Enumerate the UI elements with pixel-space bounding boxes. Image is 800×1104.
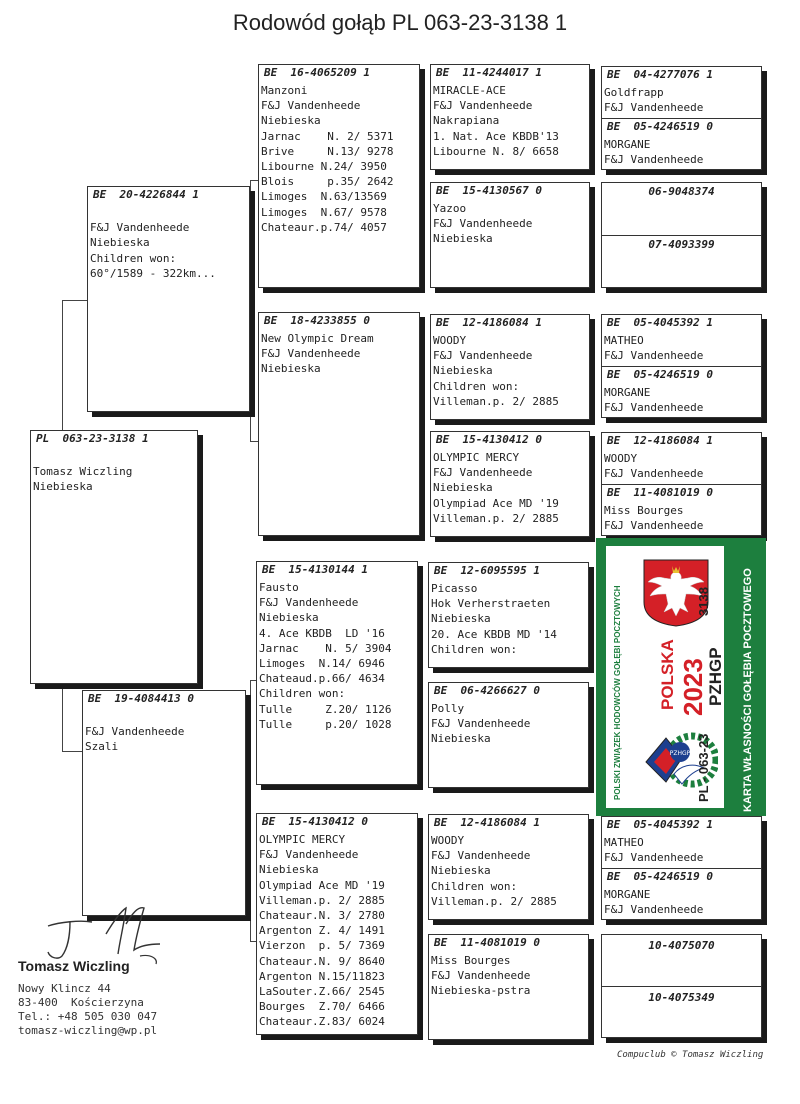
ring-number: 10-4075070 [648,939,715,952]
detail-line: Libourne N.24/ 3950 [261,159,387,173]
owner-name: Tomasz Wiczling [18,958,130,974]
ring-number: BE 15-4130412 0 [436,433,542,446]
detail-line: Miss Bourges [431,954,511,967]
detail-line: MIRACLE-ACE [433,84,506,97]
detail-line: MORGANE [604,386,651,399]
detail-line: Argenton Z. 4/ 1491 [259,924,385,938]
detail-line: Niebieska [433,481,493,495]
detail-line: 4. Ace KBDB LD '16 [259,626,385,640]
ring-number: BE 19-4084413 0 [88,692,194,705]
ancestor-sire [602,183,761,235]
card-details [433,83,589,159]
stamp-number: 3138 [696,587,711,616]
detail-line: Villeman.p. 2/ 2885 [433,394,559,408]
pedigree-card-ddd [428,934,589,1040]
ring-number: 06-9048374 [648,185,715,198]
detail-line: F&J Vandenheede [433,349,533,363]
card-details [431,701,588,747]
pedigree-card-sdd [430,431,590,537]
detail-line: F&J Vandenheede [261,99,361,113]
detail-line: Brive N.13/ 9278 [261,144,394,158]
ring-number: BE 05-4246519 0 [607,870,713,883]
detail-line: Niebieska [261,114,321,128]
detail-line: Picasso [431,582,478,595]
pedigree-card-dam-sire [256,561,418,785]
card-details [259,832,417,1029]
card-details [431,953,588,999]
detail-line: F&J Vandenheede [604,153,704,167]
detail-line: Fausto [259,581,299,594]
ancestor-sire [602,433,761,484]
detail-line: Children won: [431,879,518,893]
detail-line [85,709,245,724]
detail-line: Olympiad Ace MD '19 [433,496,559,510]
detail-line: Children won: [259,687,346,701]
pedigree-card-dam-dam [256,813,418,1035]
detail-line: F&J Vandenheede [431,717,531,731]
detail-line: Niebieska [433,364,493,378]
ring-number: BE 05-4045392 1 [607,818,713,831]
detail-line: F&J Vandenheede [259,596,359,610]
owner-address-2: 83-400 Kościerzyna [18,996,144,1009]
card-details [261,331,419,377]
card-details [431,581,588,657]
detail-line: Olympiad Ace MD '19 [259,878,385,892]
card-details [604,85,761,115]
detail-line: F&J Vandenheede [433,99,533,113]
svg-text:PZHGP: PZHGP [669,750,691,757]
ring-number: BE 05-4045392 1 [607,316,713,329]
card-details [433,450,589,526]
ring-number: BE 12-4186084 1 [436,316,542,329]
detail-line: Tulle p.20/ 1028 [259,717,392,731]
card-details [85,709,245,755]
detail-line: F&J Vandenheede [604,903,704,917]
detail-line: Limoges N.63/13569 [261,190,387,204]
detail-line: Szali [85,740,119,754]
ring-number: BE 15-4130567 0 [436,184,542,197]
detail-line: Blois p.35/ 2642 [261,175,394,189]
detail-line: Niebieska [431,732,491,746]
pedigree-card-sds [430,314,590,420]
detail-line: Niebieska [259,611,319,625]
stamp-country: POLSKA [658,639,677,710]
detail-line: Chateaur.N. 9/ 8640 [259,954,385,968]
detail-line: F&J Vandenheede [433,466,533,480]
detail-line: Argenton N.15/11823 [259,969,385,983]
detail-line: F&J Vandenheede [433,217,533,231]
detail-line: Polly [431,702,465,715]
detail-line: Children won: [90,251,177,265]
ancestor-sire [602,935,761,986]
card-details [604,835,761,865]
detail-line: MORGANE [604,888,651,901]
detail-line: F&J Vandenheede [604,519,704,533]
detail-line: Tomasz Wiczling [33,465,133,479]
pedigree-card-sire [87,186,250,412]
card-details [259,580,417,732]
card-details [604,503,761,533]
detail-line: Yazoo [433,202,467,215]
detail-line: Manzoni [261,84,308,97]
ring-number: BE 05-4246519 0 [607,368,713,381]
ring-number: BE 18-4233855 0 [264,314,370,327]
detail-line: F&J Vandenheede [261,347,361,361]
card-details [604,385,761,415]
stamp-card-text: KARTA WŁASNOŚCI GOŁĘBIA POCZTOWEGO [742,568,754,812]
ancestor-sire [602,817,761,868]
stamp-panel [606,546,724,808]
ancestor-sire [602,315,761,366]
detail-line: Villeman.p. 2/ 2885 [431,894,557,908]
detail-line: Hok Verherstraeten [431,597,551,611]
ring-number: BE 12-4186084 1 [607,434,713,447]
owner-email: tomasz-wiczling@wp.pl [18,1024,158,1037]
detail-line: MORGANE [604,138,651,151]
pedigree-card-ssd [430,182,590,288]
detail-line: Limoges N.67/ 9578 [261,205,387,219]
ancestor-dam [602,484,761,536]
detail-line: F&J Vandenheede [604,349,704,363]
ring-number: BE 16-4065209 1 [264,66,370,79]
ring-number: BE 15-4130412 0 [262,815,368,828]
stamp-org-full: POLSKI ZWIĄZEK HODOWCÓW GOŁĘBI POCZTOWYCH [613,585,622,800]
detail-line: Limoges N.14/ 6946 [259,656,385,670]
page-title: Rodowód gołąb PL 063-23-3138 1 [232,10,568,35]
detail-line: Niebieska [90,236,150,250]
detail-line: Niebieska [33,480,93,494]
detail-line: Jarnac N. 5/ 3904 [259,641,392,655]
detail-line: Jarnac N. 2/ 5371 [261,129,394,143]
ancestor-dam [602,986,761,1038]
stamp-org-short: PZHGP [706,647,725,706]
ring-number: BE 11-4081019 0 [434,936,540,949]
detail-line: MATHEO [604,334,644,347]
ring-number: BE 06-4266627 0 [434,684,540,697]
detail-line: WOODY [604,452,638,465]
ring-number: BE 20-4226844 1 [93,188,199,201]
detail-line: OLYMPIC MERCY [433,451,520,464]
detail-line: F&J Vandenheede [604,851,704,865]
detail-line: Niebieska [261,362,321,376]
card-details [431,833,588,909]
detail-line [90,205,249,220]
detail-line: 1. Nat. Ace KBDB'13 [433,129,559,143]
software-credit: Compuclub © Tomasz Wiczling [617,1050,764,1060]
ancestor-dam [602,868,761,920]
detail-line: Miss Bourges [604,504,684,517]
detail-line: F&J Vandenheede [604,401,704,415]
ring-number: 10-4075349 [648,991,715,1004]
detail-line: Niebieska-pstra [431,984,531,998]
detail-line: Vierzon p. 5/ 7369 [259,939,385,953]
detail-line: Children won: [431,642,518,656]
pedigree-card-sire-sire [258,64,420,288]
pedigree-card-dsd [428,682,589,788]
detail-line: WOODY [431,834,465,847]
pedigree-card-sss [430,64,590,170]
detail-line: Bourges Z.70/ 6466 [259,1000,385,1014]
ancestor-dam [602,366,761,418]
detail-line: OLYMPIC MERCY [259,833,346,846]
detail-line: F&J Vandenheede [604,101,704,115]
detail-line: Chateaud.p.66/ 4634 [259,672,385,686]
pedigree-card-g4-1 [601,66,762,170]
detail-line: Niebieska [431,612,491,626]
card-details [433,333,589,409]
ring-number: BE 12-6095595 1 [434,564,540,577]
detail-line: F&J Vandenheede [431,969,531,983]
card-details [90,205,249,281]
pedigree-card-g4-7 [601,816,762,920]
detail-line: Niebieska [433,232,493,246]
pedigree-card-dds [428,814,589,920]
card-details [604,333,761,363]
ring-number: BE 11-4081019 0 [607,486,713,499]
detail-line: 60°/1589 - 322km... [90,266,216,280]
ownership-stamp [596,538,766,816]
detail-line: F&J Vandenheede [604,467,704,481]
ring-number: BE 05-4246519 0 [607,120,713,133]
owner-address-1: Nowy Klincz 44 [18,982,111,995]
detail-line: Nakrapiana [433,114,500,128]
stamp-ring: PL - 063-23 [696,733,711,802]
detail-line: F&J Vandenheede [90,221,190,235]
detail-line: Goldfrapp [604,86,664,99]
detail-line: 20. Ace KBDB MD '14 [431,627,557,641]
card-details [604,451,761,481]
card-details [604,887,761,917]
detail-line: Chateaur.Z.83/ 6024 [259,1015,385,1029]
detail-line: MATHEO [604,836,644,849]
detail-line: Children won: [433,379,520,393]
detail-line: Chateaur.p.74/ 4057 [261,220,387,234]
card-details [33,449,197,495]
stamp-year: 2023 [678,658,708,716]
card-details [261,83,419,235]
detail-line: Libourne N. 8/ 6658 [433,144,559,158]
ring-number: PL 063-23-3138 1 [36,432,149,445]
ring-number: BE 15-4130144 1 [262,563,368,576]
pedigree-card-main [30,430,198,684]
detail-line [33,449,197,464]
detail-line: New Olympic Dream [261,332,374,345]
detail-line: LaSouter.Z.66/ 2545 [259,984,385,998]
ring-number: BE 11-4244017 1 [436,66,542,79]
detail-line: F&J Vandenheede [431,849,531,863]
detail-line: Tulle Z.20/ 1126 [259,702,392,716]
pedigree-card-g4-8 [601,934,762,1038]
detail-line: Chateaur.N. 3/ 2780 [259,908,385,922]
detail-line: Niebieska [431,864,491,878]
owner-phone: Tel.: +48 505 030 047 [18,1010,158,1023]
detail-line: WOODY [433,334,467,347]
ancestor-dam [602,235,761,288]
detail-line: Niebieska [259,863,319,877]
ring-number: BE 04-4277076 1 [607,68,713,81]
detail-line: Villeman.p. 2/ 2885 [433,511,559,525]
pedigree-card-sire-dam [258,312,420,536]
ring-number: BE 12-4186084 1 [434,816,540,829]
ring-number: 07-4093399 [648,238,715,251]
ancestor-dam [602,118,761,170]
detail-line: Villeman.p. 2/ 2885 [259,893,385,907]
pedigree-card-dam [82,690,246,916]
detail-line: F&J Vandenheede [259,848,359,862]
pedigree-card-g4-3 [601,314,762,418]
card-details [433,201,589,247]
detail-line: F&J Vandenheede [85,725,185,739]
ancestor-sire [602,67,761,118]
pedigree-card-g4-4 [601,432,762,536]
pedigree-card-g4-2 [601,182,762,288]
pedigree-card-dss [428,562,589,668]
card-details [604,137,761,167]
